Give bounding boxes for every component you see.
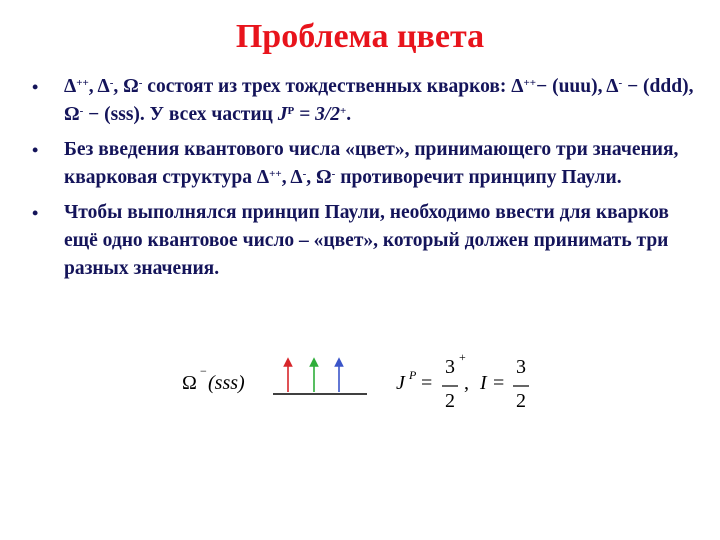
- charge-sup: ++: [76, 77, 89, 89]
- charge-sup: -: [79, 105, 84, 117]
- j-symbol: J: [396, 372, 405, 394]
- delta-symbol: Δ: [64, 76, 77, 97]
- p-sup: P: [409, 368, 417, 382]
- bullet-item-1: • Δ++, Δ-, Ω- состоят из трех тождественных кварков: Δ++− (uuu), Δ- − (ddd), Ω- − (sss). У всех частиц $J^P = 3/2^+$.: [28, 73, 698, 129]
- equals-sign: =: [421, 372, 433, 394]
- charge-sup: -: [302, 168, 307, 180]
- equals-sign: =: [493, 372, 505, 394]
- comma: ,: [464, 372, 469, 394]
- spin-value: = 3/2: [294, 104, 340, 125]
- slide-title: Проблема цвета: [235, 18, 485, 55]
- delta-symbol: Δ: [97, 76, 110, 97]
- charge-sup: -: [331, 168, 336, 180]
- charge-sup: -: [109, 77, 114, 89]
- omega-symbol: Ω: [316, 167, 332, 188]
- spin-parity-j: J: [277, 104, 288, 125]
- bullet-item-2: • Без введения квантового числа «цвет», принимающего три значения, кварковая структура Δ++, Δ-, Ω- противоречит принципу Паули.: [28, 136, 698, 192]
- bullet-text: противоречит принципу Паули.: [335, 167, 622, 188]
- delta-symbol: Δ: [290, 167, 303, 188]
- delta-symbol: Δ: [606, 76, 619, 97]
- bullet-text: состоят из трех тождественных кварков:: [142, 76, 512, 97]
- charge-sup: -: [618, 77, 623, 89]
- omega-symbol: Ω: [182, 372, 197, 394]
- bullet-item-3: [28, 199, 698, 283]
- bullet-list: [28, 73, 698, 290]
- bullet-text: Без введения квантового числа «цвет», принимающего три значения, кварковая структура: [64, 139, 679, 188]
- charge-sup: -: [138, 77, 143, 89]
- parity-plus-sup: +: [340, 105, 347, 117]
- parity-sup: P: [287, 105, 295, 117]
- bullet-text: − (ddd),: [622, 76, 694, 97]
- bullet-dot: •: [32, 77, 39, 97]
- delta-symbol: Δ: [256, 167, 270, 188]
- numerator: 3: [445, 356, 455, 378]
- quark-content: (sss): [208, 372, 245, 394]
- charge-sup: ++: [523, 77, 537, 89]
- omega-symbol: Ω: [123, 76, 139, 97]
- delta-symbol: Δ: [511, 76, 524, 97]
- parity-plus: +: [459, 350, 466, 364]
- bullet-dot: •: [32, 140, 39, 160]
- formula: [180, 348, 560, 424]
- omega-symbol: Ω: [64, 104, 80, 125]
- bullet-end: .: [346, 104, 352, 125]
- charge-sup: ++: [269, 168, 282, 180]
- numerator: 3: [516, 356, 526, 378]
- isospin-symbol: I: [480, 372, 487, 394]
- bullet-text: Чтобы выполнялся принцип Паули, необходимо ввести для кварков ещё одно квантовое число – «цвет», который должен принимать три разных значения.: [64, 202, 669, 279]
- bullet-text: − (sss). У всех частиц: [83, 104, 278, 125]
- bullet-text: (uuu),: [552, 76, 607, 97]
- bullet-dot: •: [32, 203, 39, 223]
- denominator: 2: [516, 390, 526, 412]
- denominator: 2: [445, 390, 455, 412]
- omega-charge: −: [200, 364, 207, 378]
